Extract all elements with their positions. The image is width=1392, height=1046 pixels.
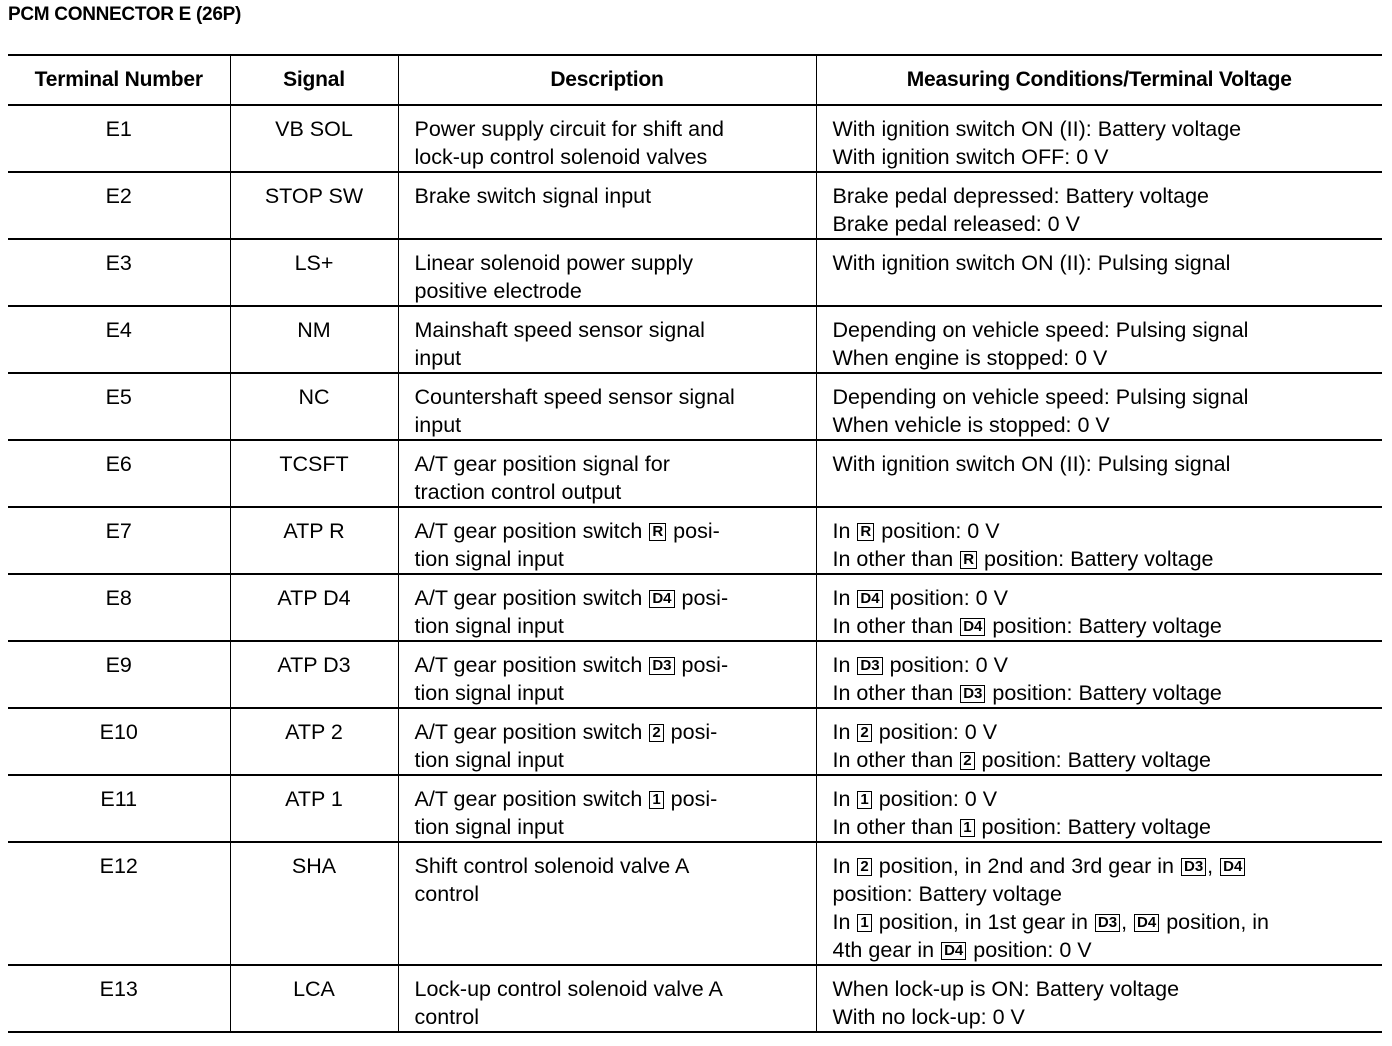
description-line: control — [414, 882, 480, 906]
description-line — [415, 718, 810, 746]
measuring-text: position: 0 V — [881, 519, 1000, 543]
description-cell — [398, 965, 816, 1032]
description-line — [415, 651, 810, 679]
terminal-number: E13 — [99, 977, 138, 1001]
description-line: A/T gear position signal for — [414, 452, 670, 476]
measuring-cell — [816, 440, 1382, 507]
measuring-cell — [816, 105, 1382, 172]
table-row — [8, 239, 1382, 306]
measuring-cell — [816, 775, 1382, 842]
measuring-text: position: Battery voltage — [981, 748, 1212, 772]
terminal-number: E10 — [99, 720, 138, 744]
pcm-connector-table — [8, 54, 1382, 1033]
measuring-text: In other than — [832, 614, 954, 638]
measuring-cell — [816, 842, 1382, 965]
description-line: lock-up control solenoid valves — [414, 145, 708, 169]
description-cell — [398, 373, 816, 440]
gear-position-box: D4 — [649, 590, 674, 608]
measuring-cell — [816, 373, 1382, 440]
measuring-text: , — [1121, 910, 1128, 934]
measuring-line — [833, 612, 1379, 640]
header-description: Description — [398, 55, 816, 105]
terminal-number: E11 — [100, 787, 138, 811]
header-terminal-number: Terminal Number — [34, 68, 203, 91]
description-line: Brake switch signal input — [414, 184, 652, 208]
terminal-number: E5 — [105, 385, 132, 409]
gear-position-box: D3 — [649, 657, 674, 675]
description-line: tion signal input — [414, 681, 564, 705]
signal-name: VB SOL — [230, 105, 398, 172]
table-row — [8, 965, 1382, 1032]
measuring-text: In — [832, 720, 851, 744]
gear-position-box: D3 — [1181, 858, 1206, 876]
description-cell — [398, 842, 816, 965]
measuring-text: In other than — [832, 748, 954, 772]
description-line: Power supply circuit for shift and — [414, 117, 724, 141]
measuring-text: position: Battery voltage — [992, 614, 1222, 638]
gear-position-box: 2 — [857, 858, 871, 876]
measuring-line — [833, 908, 1379, 936]
measuring-line — [833, 813, 1379, 841]
gear-position-box: R — [857, 523, 874, 541]
measuring-cell — [816, 172, 1382, 239]
header-signal: Signal — [230, 55, 398, 105]
gear-position-box: D3 — [857, 657, 882, 675]
description-text: A/T gear position switch — [414, 787, 643, 811]
gear-position-box: R — [649, 523, 666, 541]
measuring-text: position: Battery voltage — [992, 681, 1222, 705]
signal-name: STOP SW — [230, 172, 398, 239]
description-cell — [398, 775, 816, 842]
measuring-text: In — [832, 854, 851, 878]
signal-name: ATP 1 — [230, 775, 398, 842]
description-cell — [398, 641, 816, 708]
measuring-line: When engine is stopped: 0 V — [832, 346, 1108, 370]
table-row — [8, 842, 1382, 965]
gear-position-box: D4 — [941, 942, 966, 960]
gear-position-box: 2 — [649, 724, 663, 742]
signal-name: ATP D3 — [230, 641, 398, 708]
terminal-number: E9 — [105, 653, 132, 677]
description-cell — [398, 708, 816, 775]
measuring-text: In — [832, 787, 851, 811]
terminal-number: E4 — [105, 318, 132, 342]
measuring-line — [833, 545, 1379, 573]
measuring-text: position: 0 V — [973, 938, 1092, 962]
gear-position-box: D3 — [960, 685, 985, 703]
description-cell — [398, 306, 816, 373]
measuring-text: In — [832, 653, 851, 677]
measuring-line — [833, 718, 1379, 746]
description-line: Lock-up control solenoid valve A — [414, 977, 723, 1001]
description-text: A/T gear position switch — [414, 586, 643, 610]
description-text: posi- — [681, 586, 729, 610]
measuring-line — [833, 679, 1379, 707]
measuring-text: position: 0 V — [878, 720, 998, 744]
measuring-cell — [816, 708, 1382, 775]
signal-name: NM — [230, 306, 398, 373]
description-cell — [398, 440, 816, 507]
description-text: posi- — [673, 519, 720, 543]
table-row — [8, 105, 1382, 172]
measuring-line: When vehicle is stopped: 0 V — [832, 413, 1110, 437]
measuring-line: Brake pedal depressed: Battery voltage — [832, 184, 1209, 208]
terminal-number: E8 — [105, 586, 132, 610]
table-row — [8, 641, 1382, 708]
measuring-text: position: 0 V — [889, 653, 1008, 677]
measuring-cell — [816, 507, 1382, 574]
measuring-line: When lock-up is ON: Battery voltage — [832, 977, 1180, 1001]
description-line: Shift control solenoid valve A — [414, 854, 690, 878]
description-line — [415, 584, 810, 612]
terminal-number: E7 — [105, 519, 132, 543]
gear-position-box: D4 — [960, 618, 985, 636]
measuring-text: In other than — [832, 547, 954, 571]
measuring-text: In other than — [832, 815, 954, 839]
description-line: tion signal input — [414, 748, 564, 772]
measuring-text: position: 0 V — [889, 586, 1008, 610]
measuring-text: position, in 1st gear in — [878, 910, 1088, 934]
gear-position-box: 1 — [649, 791, 663, 809]
table-header-row — [8, 55, 1382, 105]
gear-position-box: D4 — [1220, 858, 1245, 876]
header-measuring-conditions: Measuring Conditions/Terminal Voltage — [816, 55, 1382, 105]
measuring-text: , — [1207, 854, 1214, 878]
measuring-cell — [816, 965, 1382, 1032]
description-text: A/T gear position switch — [414, 720, 643, 744]
measuring-cell — [816, 239, 1382, 306]
measuring-line — [833, 785, 1379, 813]
measuring-text: position: Battery voltage — [981, 815, 1212, 839]
measuring-line: Depending on vehicle speed: Pulsing signal — [832, 385, 1249, 409]
table-row — [8, 507, 1382, 574]
measuring-line: With ignition switch ON (II): Pulsing signal — [832, 452, 1231, 476]
measuring-text: 4th gear in — [832, 938, 935, 962]
measuring-text: position: Battery voltage — [984, 547, 1214, 571]
measuring-text: In — [832, 910, 851, 934]
measuring-line — [833, 852, 1379, 880]
description-line: Linear solenoid power supply — [414, 251, 693, 275]
terminal-number: E1 — [105, 117, 132, 141]
description-line: tion signal input — [414, 547, 564, 571]
measuring-line: Brake pedal released: 0 V — [832, 212, 1080, 236]
description-line: traction control output — [414, 480, 622, 504]
measuring-line — [833, 584, 1379, 612]
description-cell — [398, 105, 816, 172]
description-text: A/T gear position switch — [414, 653, 643, 677]
description-cell — [398, 574, 816, 641]
terminal-number: E2 — [105, 184, 132, 208]
terminal-number: E3 — [105, 251, 132, 275]
measuring-line: With no lock-up: 0 V — [832, 1005, 1025, 1029]
measuring-text: In — [832, 586, 851, 610]
gear-position-box: 1 — [857, 791, 871, 809]
measuring-text: position, in — [1166, 910, 1270, 934]
table-row — [8, 574, 1382, 641]
table-row — [8, 440, 1382, 507]
description-line: input — [414, 413, 462, 437]
description-cell — [398, 507, 816, 574]
description-line: Countershaft speed sensor signal — [414, 385, 735, 409]
description-cell — [398, 172, 816, 239]
table-row — [8, 172, 1382, 239]
measuring-line: position: Battery voltage — [832, 882, 1062, 906]
measuring-line: With ignition switch ON (II): Pulsing signal — [832, 251, 1231, 275]
measuring-text: In — [832, 519, 851, 543]
description-text: A/T gear position switch — [414, 519, 643, 543]
measuring-line — [833, 517, 1379, 545]
description-text: posi- — [670, 787, 718, 811]
gear-position-box: D4 — [1134, 914, 1159, 932]
description-line: tion signal input — [414, 614, 564, 638]
description-text: posi- — [670, 720, 718, 744]
description-text: posi- — [681, 653, 729, 677]
signal-name: ATP R — [230, 507, 398, 574]
table-row — [8, 708, 1382, 775]
description-line: tion signal input — [414, 815, 564, 839]
gear-position-box: R — [960, 551, 977, 569]
measuring-line: Depending on vehicle speed: Pulsing signal — [832, 318, 1249, 342]
measuring-line — [833, 746, 1379, 774]
table-row — [8, 775, 1382, 842]
measuring-line: With ignition switch OFF: 0 V — [832, 145, 1109, 169]
description-line: control — [414, 1005, 480, 1029]
signal-name: LCA — [230, 965, 398, 1032]
measuring-cell — [816, 574, 1382, 641]
signal-name: TCSFT — [230, 440, 398, 507]
measuring-cell — [816, 641, 1382, 708]
description-cell — [398, 239, 816, 306]
measuring-line — [833, 651, 1379, 679]
gear-position-box: 1 — [857, 914, 871, 932]
description-line: Mainshaft speed sensor signal — [414, 318, 705, 342]
measuring-text: position, in 2nd and 3rd gear in — [878, 854, 1174, 878]
gear-position-box: D4 — [857, 590, 882, 608]
gear-position-box: 1 — [960, 819, 974, 837]
terminal-number: E6 — [105, 452, 132, 476]
table-row — [8, 373, 1382, 440]
description-line — [415, 785, 810, 813]
gear-position-box: 2 — [857, 724, 871, 742]
terminal-number: E12 — [99, 854, 138, 878]
measuring-text: position: 0 V — [878, 787, 998, 811]
measuring-line — [833, 936, 1379, 964]
measuring-text: In other than — [832, 681, 954, 705]
signal-name: NC — [230, 373, 398, 440]
signal-name: LS+ — [230, 239, 398, 306]
signal-name: SHA — [230, 842, 398, 965]
description-line — [415, 517, 810, 545]
signal-name: ATP D4 — [230, 574, 398, 641]
gear-position-box: 2 — [960, 752, 974, 770]
measuring-cell — [816, 306, 1382, 373]
measuring-line: With ignition switch ON (II): Battery voltage — [832, 117, 1242, 141]
table-row — [8, 306, 1382, 373]
signal-name: ATP 2 — [230, 708, 398, 775]
description-line: positive electrode — [414, 279, 582, 303]
document-title: PCM CONNECTOR E (26P) — [8, 4, 241, 25]
gear-position-box: D3 — [1095, 914, 1120, 932]
description-line: input — [414, 346, 462, 370]
